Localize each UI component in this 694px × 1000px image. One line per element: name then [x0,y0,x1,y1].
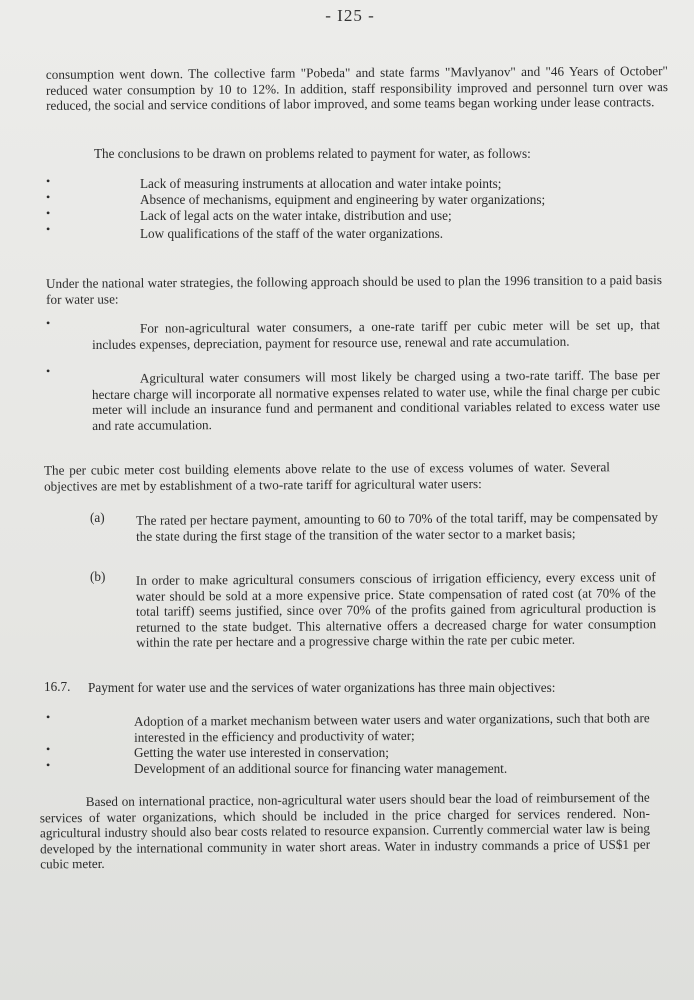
objective-item: Development of an additional source for financing water management. [134,761,508,776]
conclusion-item: Absence of mechanisms, equipment and engineering by water organizations; [140,192,546,207]
bullet-icon: • [46,742,51,756]
bullet-icon: • [46,710,51,724]
intro-paragraph: consumption went down. The collective farm "Pobeda" and state farms "Mavlyanov" and "46 Years of October" reduced water consumption by 10 to 12%. In addition, staff responsibility improved and personnel turn over was reduced, the social and service conditions of labor improved, and some teams began working under lease contracts. [45,63,669,113]
bullet-icon: • [46,206,51,220]
tariff-paragraph: The per cubic meter cost building elements above relate to the use of excess volumes of water. Several objectives are met by establishment of a two-rate tariff for agricultural water users: [43,459,610,494]
strategy-item: Agricultural water consumers will most likely be charged using a two-rate tariff. The base per hectare charge will incorporate all normative expenses related to water use, while the final charge per cubic meter will include an insurance fund and permanent and conditional variables related to excess water use and rate accumulation. [91,367,661,433]
bullet-icon: • [46,222,51,236]
closing-paragraph: Based on international practice, non-agricultural water users should bear the load of reimbursement of the services of water organizations, which should be included in the price charged for services rendered. Non-agricultural industry should also bear costs related to resource expansion. Currently commercial water law is being developed by the international community in water short areas. Water in industry commands a price of US$1 per cubic meter. [39,789,651,872]
conclusions-intro: The conclusions to be drawn on problems related to payment for water, as follows: [94,146,531,161]
section-heading: Payment for water use and the services of water organizations has three main objectives: [88,680,556,695]
objective-text: The rated per hectare payment, amounting to 60 to 70% of the total tariff, may be compensated by the state during the first stage of the transition of the water sector to a market basis; [135,509,658,544]
page-number: - I25 - [325,6,375,25]
strategy-item: For non-agricultural water consumers, a one-rate tariff per cubic meter will be set up, that includes expenses, depreciation, payment for resource use, renewal and rate accumulation. [92,317,660,352]
conclusion-item: Low qualifications of the staff of the water organizations. [140,226,444,241]
bullet-icon: • [46,758,51,772]
bullet-icon: • [46,316,51,330]
conclusion-item: Lack of legal acts on the water intake, distribution and use; [140,208,452,223]
objective-label: (a) [90,510,105,525]
bullet-icon: • [46,190,51,204]
bullet-icon: • [46,174,51,188]
objective-label: (b) [90,569,106,584]
conclusion-item: Lack of measuring instruments at allocation and water intake points; [140,176,502,191]
bullet-icon: • [46,364,51,378]
objective-text: In order to make agricultural consumers conscious of irrigation efficiency, every excess unit of water should be sold at a more expensive price. State compensation of rated cost (at 70% of the total tariff) seems justified, since over 70% of the profits gained from agricultural production is returned to the state budget. This alternative offers a decreased charge for water consumption within the rate per hectare and a progressive charge within the rate per cubic meter. [135,569,657,650]
section-number: 16.7. [44,679,71,694]
objective-item: Adoption of a market mechanism between water users and water organizations, such that both are interested in the efficiency and productivity of water; [133,710,650,745]
strategy-paragraph: Under the national water strategies, the following approach should be used to plan the 1996 transition to a paid basis for water use: [45,272,662,307]
objective-item: Getting the water use interested in conservation; [134,745,389,760]
